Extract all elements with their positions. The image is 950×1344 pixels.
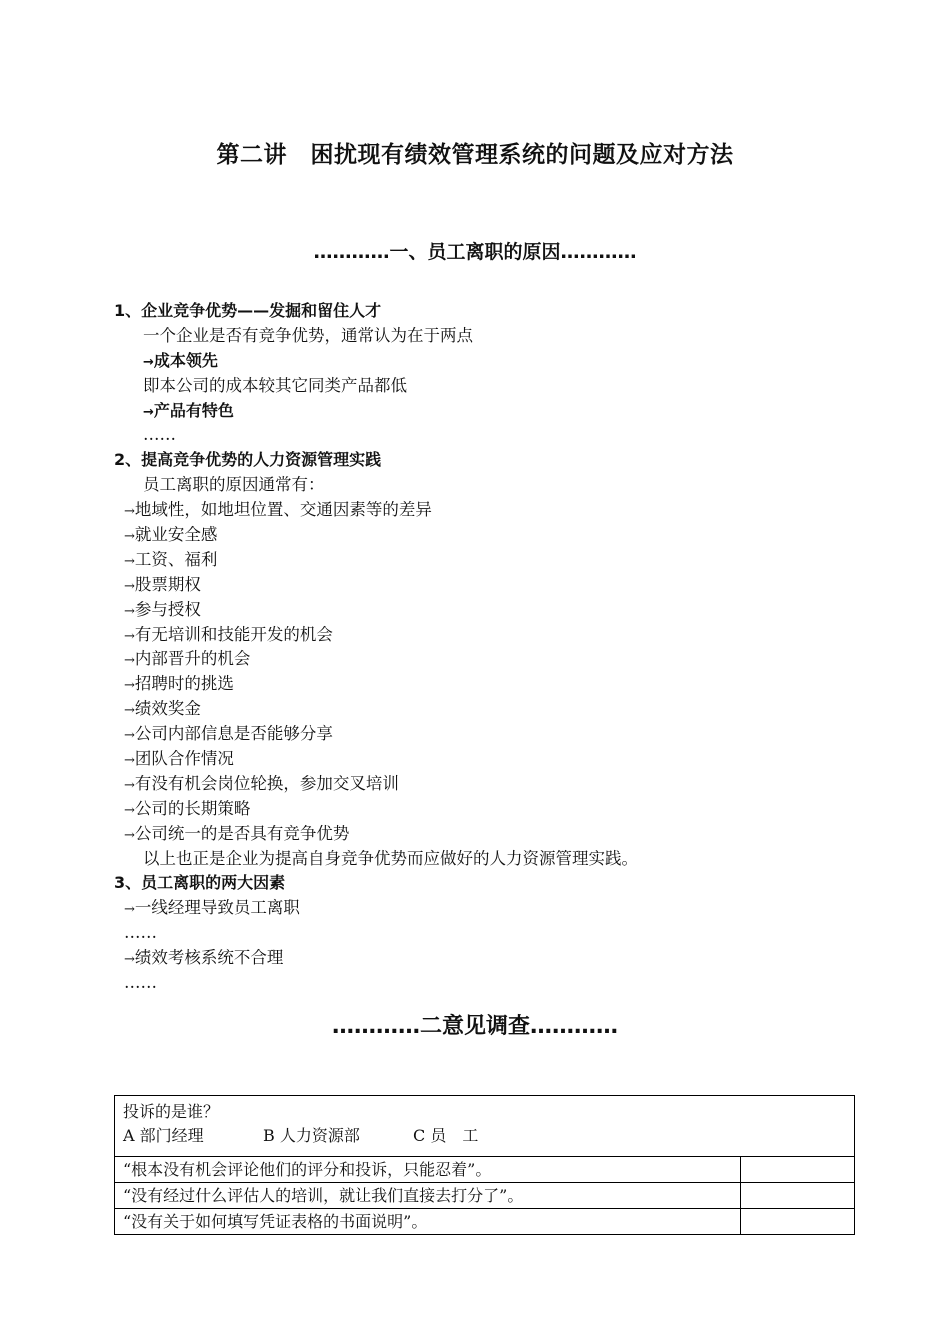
arrow-icon: → — [143, 404, 154, 420]
list-item — [114, 647, 854, 672]
part3-heading: 3、员工离职的两大因素 — [114, 873, 286, 893]
arrow-icon: → — [124, 603, 135, 619]
list-item — [114, 623, 854, 648]
list-item — [114, 498, 854, 523]
table-row — [115, 1183, 855, 1209]
list-item — [114, 747, 854, 772]
part2-intro: 员工离职的原因通常有： — [143, 475, 325, 495]
part3-ellipsis: …… — [124, 923, 157, 943]
factor-text: 一线经理导致员工离职 — [134, 898, 300, 918]
arrow-icon: → — [124, 952, 135, 968]
arrow-icon: → — [124, 504, 135, 520]
list-item-text: 内部晋升的机会 — [134, 649, 251, 669]
arrow-icon: → — [124, 678, 135, 694]
list-item — [114, 573, 854, 598]
option-c: C 员 工 — [413, 1126, 479, 1145]
list-item-text: 股票期权 — [134, 574, 201, 594]
part2-summary: 以上也正是企业为提高自身竞争优势而应做好的人力资源管理实践。 — [143, 848, 638, 868]
page-title: 第二讲 困扰现有绩效管理系统的问题及应对方法 — [216, 142, 734, 168]
answer-cell[interactable] — [741, 1183, 855, 1209]
arrow-icon: → — [124, 653, 135, 669]
arrow-icon: → — [124, 753, 135, 769]
complaint-cell: “根本没有机会评论他们的评分和投诉，只能忍着”。 — [115, 1157, 741, 1183]
part1-ellipsis: …… — [143, 425, 176, 445]
point-text: 产品有特色 — [153, 400, 234, 420]
option-b: B 人力资源部 — [263, 1126, 360, 1145]
list-item-text: 公司的长期策略 — [134, 798, 251, 818]
part1-point2 — [114, 399, 854, 424]
option-a: A 部门经理 — [123, 1126, 204, 1145]
point-text: 成本领先 — [153, 350, 218, 370]
content-body — [114, 299, 854, 996]
part1-heading: 1、企业竞争优势——发掘和留住人才 — [114, 301, 382, 320]
list-item — [114, 523, 854, 548]
part2-heading: 2、提高竞争优势的人力资源管理实践 — [114, 450, 382, 470]
factor-item — [114, 896, 854, 921]
list-item — [114, 797, 854, 822]
survey-options — [123, 1124, 846, 1148]
list-item — [114, 672, 854, 697]
list-item-text: 参与授权 — [134, 599, 201, 619]
list-item — [114, 548, 854, 573]
list-item-text: 工资、福利 — [134, 549, 218, 569]
list-item-text: 就业安全感 — [134, 525, 218, 545]
list-item-text: 地域性，如地坦位置、交通因素等的差异 — [134, 500, 432, 520]
section-title-survey: …………二意见调查………… — [331, 1014, 618, 1039]
answer-cell[interactable] — [741, 1157, 855, 1183]
survey-table — [114, 1095, 855, 1235]
factor-text: 绩效考核系统不合理 — [134, 948, 284, 968]
section-title-reasons: …………一、员工离职的原因………… — [313, 241, 637, 263]
list-item — [114, 772, 854, 797]
table-row — [115, 1096, 855, 1157]
part1-point1 — [114, 349, 854, 374]
list-item-text: 团队合作情况 — [134, 749, 234, 769]
list-item-text: 公司内部信息是否能够分享 — [134, 724, 333, 744]
part1-intro: 一个企业是否有竞争优势，通常认为在于两点 — [143, 325, 473, 345]
complaint-cell: “没有经过什么评估人的培训，就让我们直接去打分了”。 — [115, 1183, 741, 1209]
list-item-text: 绩效奖金 — [134, 699, 201, 719]
list-item-text: 有无培训和技能开发的机会 — [134, 624, 333, 644]
table-row — [115, 1157, 855, 1183]
arrow-icon: → — [124, 703, 135, 719]
list-item — [114, 598, 854, 623]
table-row — [115, 1209, 855, 1235]
part1-point1-desc: 即本公司的成本较其它同类产品都低 — [143, 375, 407, 395]
list-item — [114, 697, 854, 722]
list-item — [114, 722, 854, 747]
answer-cell[interactable] — [741, 1209, 855, 1235]
complaint-cell: “没有关于如何填写凭证表格的书面说明”。 — [115, 1209, 741, 1235]
survey-question: 投诉的是谁？ — [123, 1102, 220, 1121]
arrow-icon: → — [124, 578, 135, 594]
arrow-icon: → — [124, 728, 135, 744]
arrow-icon: → — [124, 529, 135, 545]
factor-item — [114, 946, 854, 971]
arrow-icon: → — [124, 902, 135, 918]
list-item-text: 招聘时的挑选 — [134, 674, 234, 694]
list-item — [114, 822, 854, 847]
list-item-text: 公司统一的是否具有竞争优势 — [134, 823, 350, 843]
survey-question-cell — [115, 1096, 855, 1157]
list-item-text: 有没有机会岗位轮换，参加交叉培训 — [134, 773, 399, 793]
arrow-icon: → — [124, 827, 135, 843]
arrow-icon: → — [124, 777, 135, 793]
arrow-icon: → — [124, 628, 135, 644]
arrow-icon: → — [124, 802, 135, 818]
arrow-icon: → — [124, 553, 135, 569]
arrow-icon: → — [143, 354, 154, 370]
part3-ellipsis: …… — [124, 973, 157, 993]
